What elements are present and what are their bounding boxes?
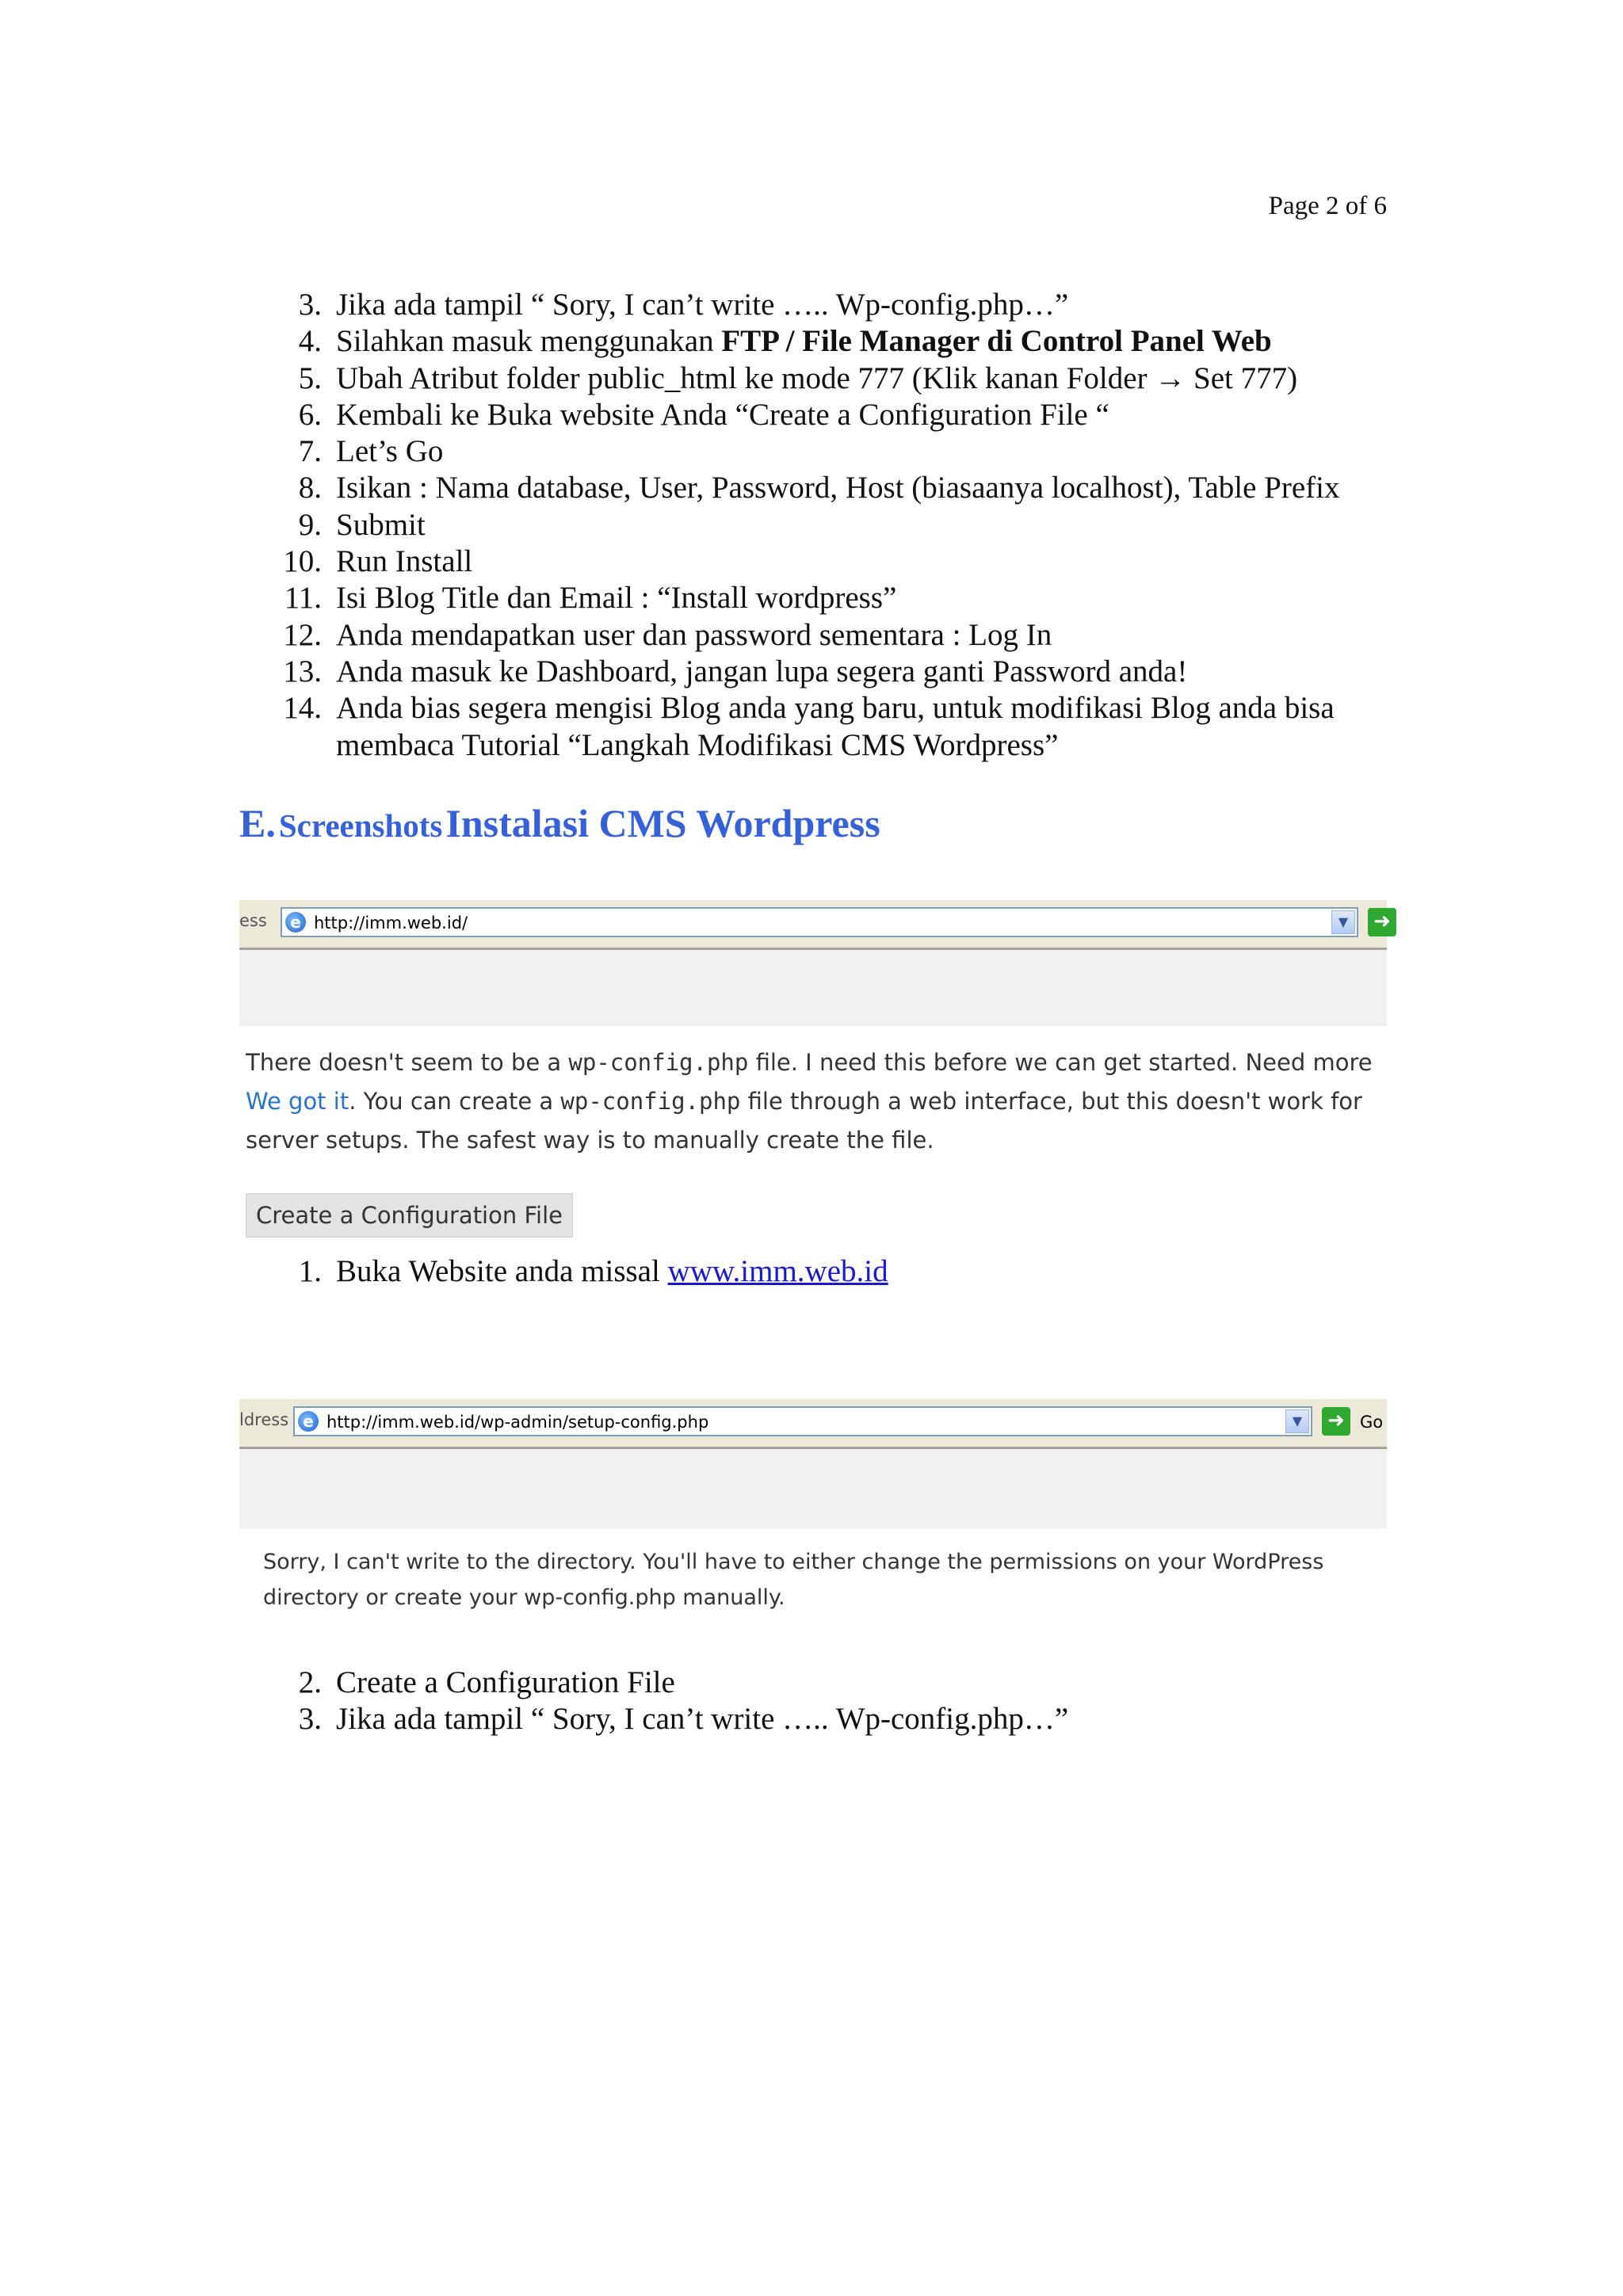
page-number: Page 2 of 6 xyxy=(1268,192,1387,220)
item-number: 4. xyxy=(298,324,322,359)
go-button[interactable]: Go xyxy=(1360,1413,1384,1432)
ie-page-icon: e xyxy=(285,912,306,933)
message-line-1: There doesn't seem to be a wp-config.php file. I need this before we can get started. Need more xyxy=(246,1049,1373,1076)
item-number: 3. xyxy=(298,1702,322,1737)
address-input[interactable] xyxy=(293,1406,1312,1436)
list-item xyxy=(282,397,1392,433)
item-number: 6. xyxy=(298,397,322,432)
list-item xyxy=(282,470,1392,506)
list-item xyxy=(282,690,1392,764)
message-line-3: server setups. The safest way is to manually create the file. xyxy=(246,1127,934,1154)
item-number: 5. xyxy=(298,360,322,395)
address-label: ldress xyxy=(239,1410,289,1429)
website-link[interactable]: www.imm.web.id xyxy=(667,1254,888,1288)
create-configuration-button[interactable]: Create a Configuration File xyxy=(246,1193,573,1238)
item-number: 13. xyxy=(283,654,322,688)
item-text: Run Install xyxy=(336,544,473,579)
steps-list xyxy=(282,287,1392,764)
item-text-bold: FTP / File Manager di Control Panel Web xyxy=(721,324,1272,359)
chevron-down-icon[interactable]: ▼ xyxy=(1285,1409,1309,1433)
item-number: 14. xyxy=(283,691,322,726)
message-line-2: We got it. You can create a wp-config.php file through a web interface, but this doesn't work for xyxy=(246,1088,1362,1115)
browser-area xyxy=(239,1449,1387,1528)
item-text: Jika ada tampil “ Sory, I can’t write ….. Wp-config.php…” xyxy=(336,288,1069,322)
browser-area xyxy=(239,950,1387,1026)
item-number: 7. xyxy=(298,434,322,469)
address-label: ess xyxy=(239,911,267,930)
list-item xyxy=(282,287,1392,323)
go-arrow-icon[interactable]: ➜ xyxy=(1322,1407,1350,1436)
list-item xyxy=(282,1701,1068,1737)
item-number: 8. xyxy=(298,471,322,505)
list-item xyxy=(282,1253,888,1290)
list-item xyxy=(282,1665,1068,1701)
section-title xyxy=(239,800,880,846)
item-text: Anda bias segera mengisi Blog anda yang baru, untuk modifikasi Blog anda bisa xyxy=(336,691,1335,726)
list-item xyxy=(282,360,1392,397)
item-text: Create a Configuration File xyxy=(336,1665,675,1699)
item-number: 9. xyxy=(298,507,322,542)
item-number: 2. xyxy=(298,1665,322,1699)
address-bar xyxy=(239,900,1391,950)
item-text: Submit xyxy=(336,507,426,542)
item-text: Ubah Atribut folder public_html ke mode 777 (Klik kanan Folder → Set 777) xyxy=(336,360,1298,395)
address-input[interactable] xyxy=(281,907,1358,937)
item-text: Buka Website anda missal xyxy=(336,1254,668,1288)
screenshot-create-config xyxy=(239,900,1391,1241)
list-item xyxy=(282,323,1392,360)
item-text: Let’s Go xyxy=(336,434,444,469)
ie-page-icon: e xyxy=(298,1411,319,1432)
item-text: Isikan : Nama database, User, Password, Host (biasaanya localhost), Table Prefix xyxy=(336,471,1340,505)
item-text: Anda mendapatkan user dan password sementara : Log In xyxy=(336,617,1052,652)
list-item xyxy=(282,543,1392,580)
item-text-continued: membaca Tutorial “Langkah Modifikasi CMS Wordpress” xyxy=(336,727,1059,762)
list-item xyxy=(282,654,1392,690)
chevron-down-icon[interactable]: ▼ xyxy=(1331,910,1355,934)
item-number: 3. xyxy=(298,288,322,322)
item-text: Silahkan masuk menggunakan xyxy=(336,324,722,359)
list-item xyxy=(282,433,1392,470)
item-text: Kembali ke Buka website Anda “Create a Configuration File “ xyxy=(336,397,1109,432)
list-item xyxy=(282,617,1392,654)
item-number: 10. xyxy=(283,544,322,579)
item-text: Anda masuk ke Dashboard, jangan lupa segera ganti Password anda! xyxy=(336,654,1188,688)
screenshot-setup-config xyxy=(239,1399,1387,1624)
go-arrow-icon[interactable]: ➜ xyxy=(1368,908,1396,936)
address-url: http://imm.web.id/ xyxy=(314,913,468,933)
caption-2 xyxy=(282,1665,1068,1738)
section-letter: E. xyxy=(239,801,276,845)
list-item xyxy=(282,580,1392,616)
item-number: 11. xyxy=(284,581,322,616)
section-subtitle-small: Screenshots xyxy=(278,807,443,844)
item-number: 1. xyxy=(298,1254,322,1288)
item-text: Isi Blog Title dan Email : “Install wordpress” xyxy=(336,581,897,616)
we-got-it-link[interactable]: We got it xyxy=(246,1088,349,1115)
item-number: 12. xyxy=(283,617,322,652)
message-line-1: Sorry, I can't write to the directory. You'll have to either change the permissions on your WordPress xyxy=(263,1550,1324,1574)
item-text: Jika ada tampil “ Sory, I can’t write ….. Wp-config.php…” xyxy=(336,1702,1069,1737)
address-bar xyxy=(239,1399,1387,1449)
caption-1 xyxy=(282,1253,888,1290)
section-subtitle-big: Instalasi CMS Wordpress xyxy=(445,801,880,845)
address-url: http://imm.web.id/wp-admin/setup-config.php xyxy=(327,1413,709,1432)
message-line-2: directory or create your wp-config.php manually. xyxy=(263,1585,785,1610)
list-item xyxy=(282,507,1392,543)
